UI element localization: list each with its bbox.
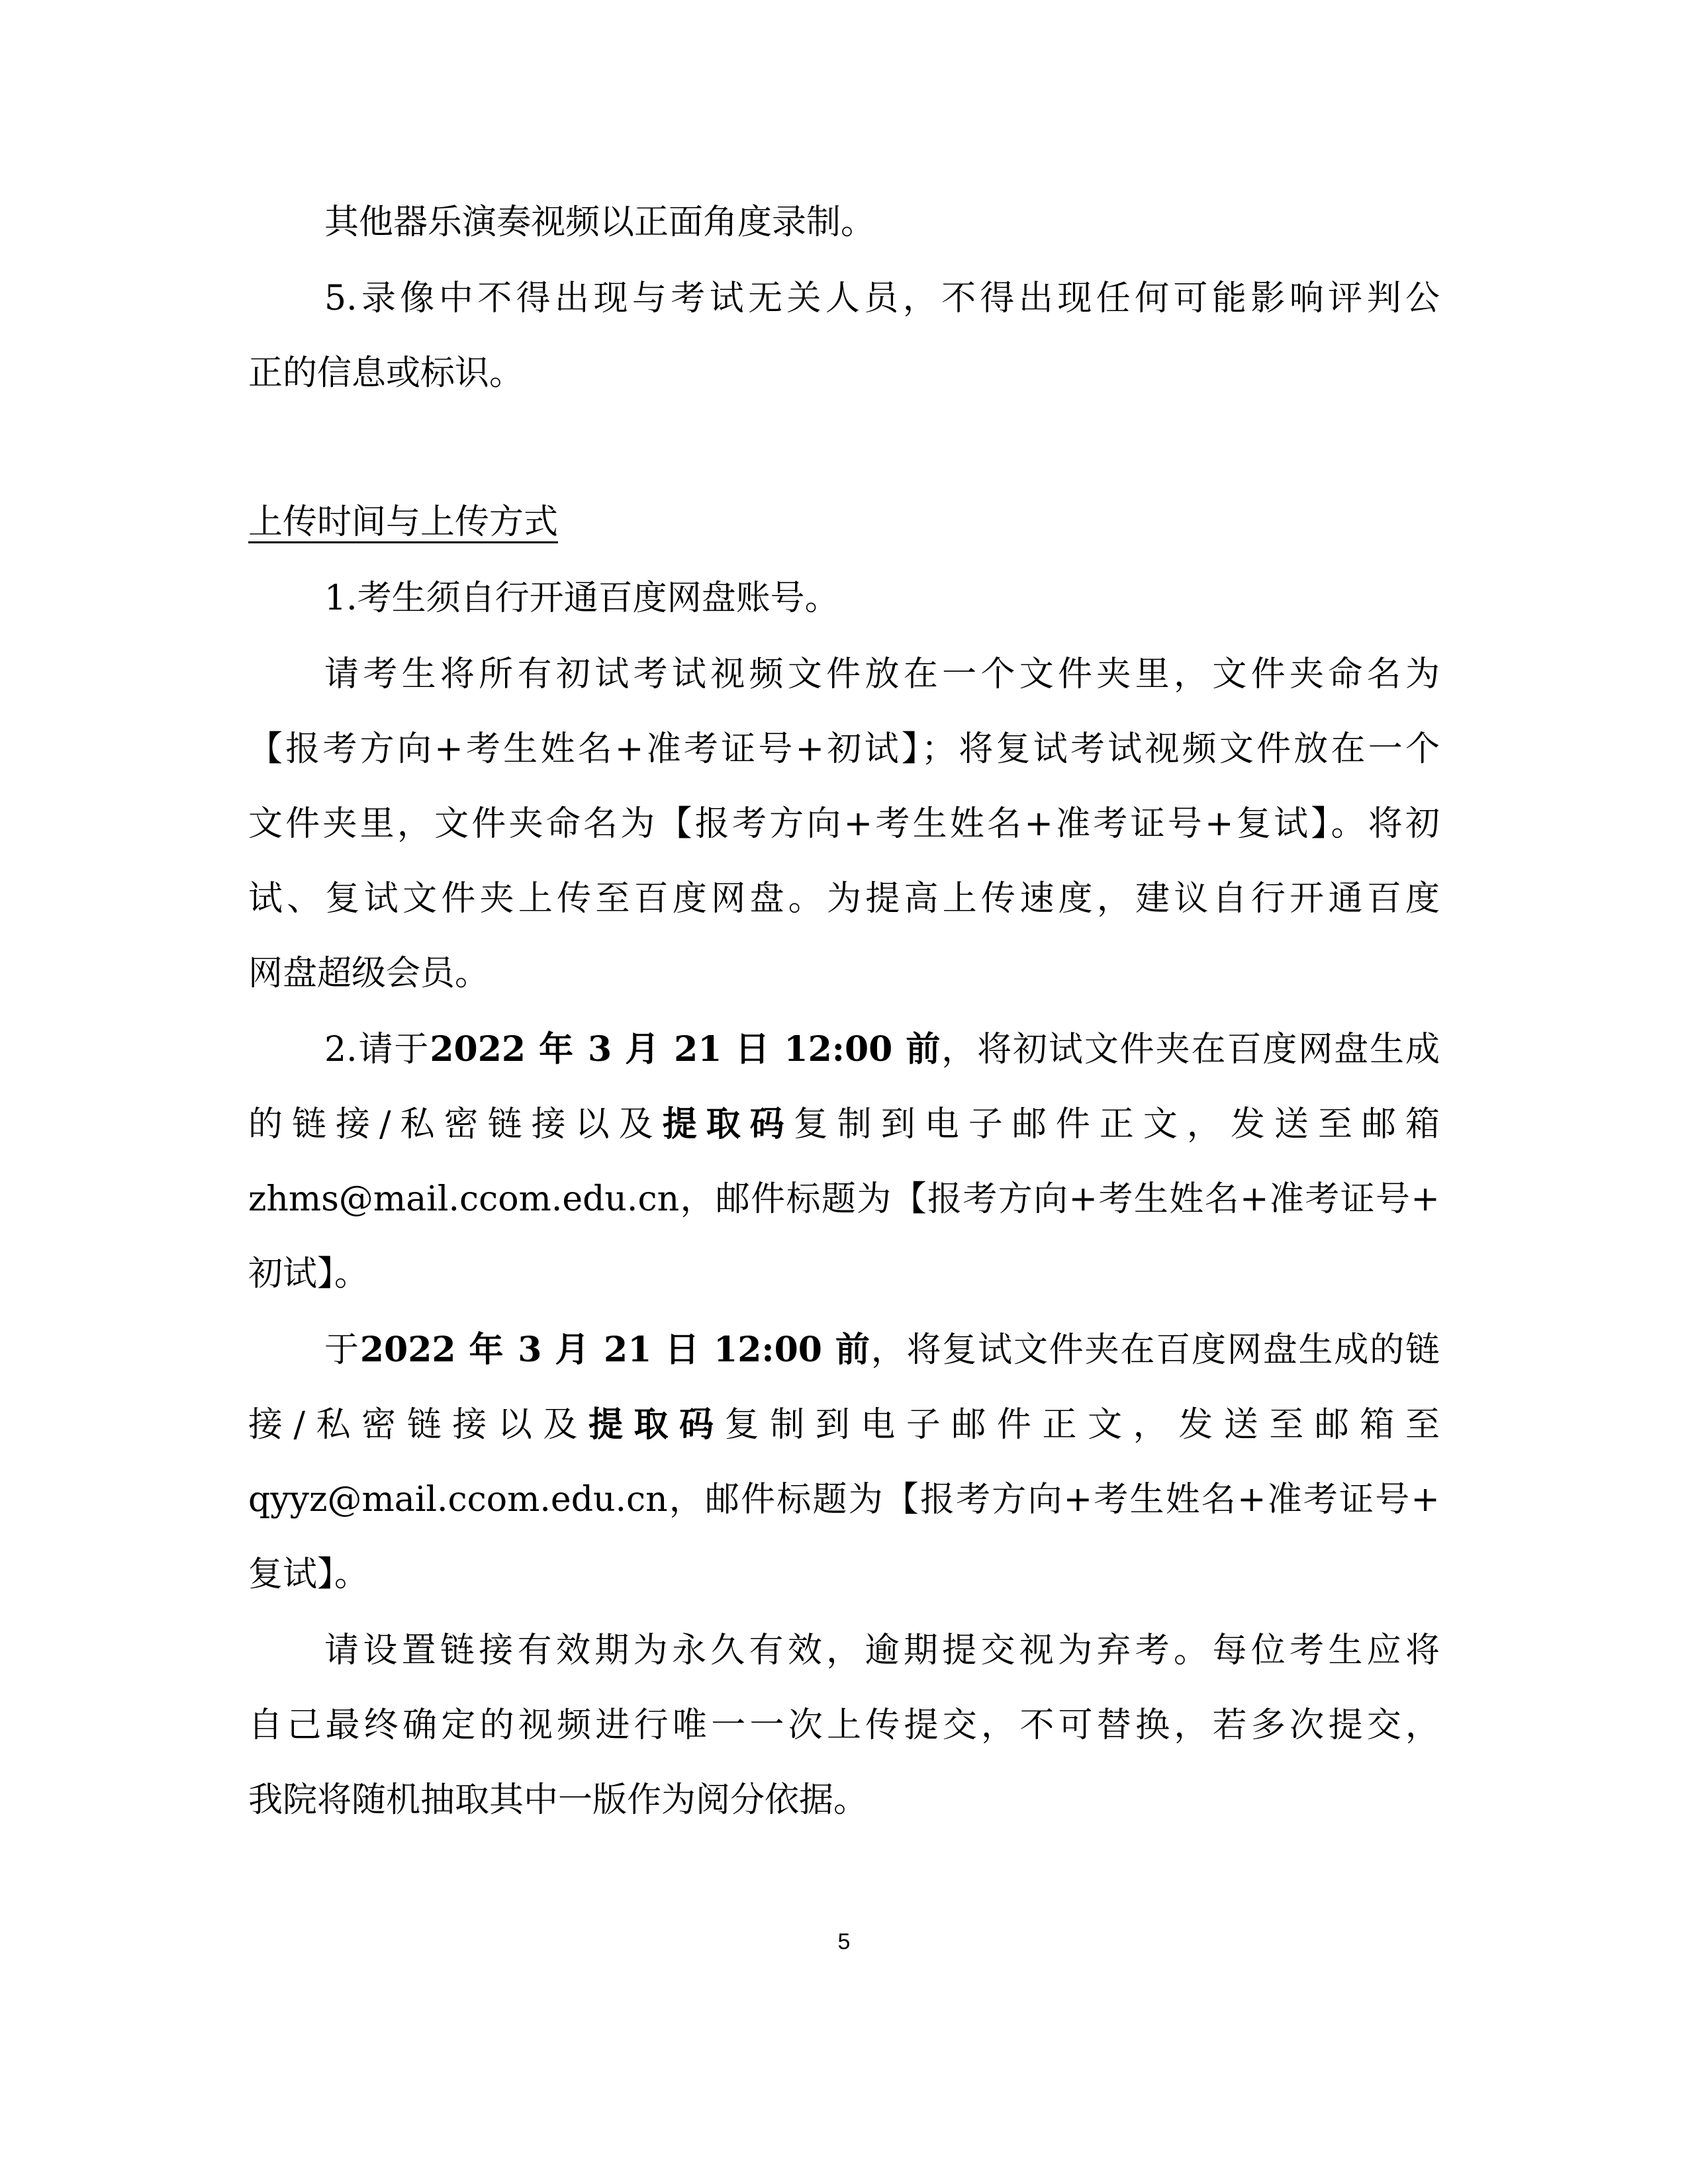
paragraph-line: 初试】。 [248,1254,369,1294]
paragraph-line: 【报考方向+考生姓名+准考证号+初试】；将复试考试视频文件放在一个 [248,729,1440,769]
text-run: 复制到电子邮件正文，发送至邮箱 [793,1105,1440,1144]
extraction-code-text: 提取码 [588,1404,725,1445]
deadline-text: 2022 年 3 月 21 日 12:00 前 [359,1330,871,1370]
text-run: 接/私密链接以及 [248,1405,588,1445]
text-run: 复制到电子邮件正文，发送至邮箱至 [724,1405,1440,1445]
paragraph-line [324,1026,1440,1073]
paragraph-line: 请考生将所有初试考试视频文件放在一个文件夹里，文件夹命名为 [324,655,1440,694]
paragraph-line [248,1401,1440,1449]
page-number: 5 [837,1929,851,1954]
email-line: qyyz@mail.ccom.edu.cn，邮件标题为【报考方向+考生姓名+准考证号+ [248,1480,1440,1520]
text-run: 于 [324,1330,360,1370]
email-line: zhms@mail.ccom.edu.cn，邮件标题为【报考方向+考生姓名+准考证号+ [248,1179,1440,1219]
paragraph-line: 试、复试文件夹上传至百度网盘。为提高上传速度，建议自行开通百度 [248,879,1440,919]
paragraph-line: 1.考生须自行开通百度网盘账号。 [324,578,839,618]
paragraph-line: 请设置链接有效期为永久有效，逾期提交视为弃考。每位考生应将 [324,1631,1440,1670]
text-run: 2.请于 [324,1030,430,1069]
paragraph-line: 其他器乐演奏视频以正面角度录制。 [324,203,876,242]
paragraph-line: 5.录像中不得出现与考试无关人员，不得出现任何可能影响评判公 [324,279,1440,318]
paragraph-line: 自己最终确定的视频进行唯一一次上传提交，不可替换，若多次提交， [248,1706,1440,1745]
paragraph-line: 文件夹里，文件夹命名为【报考方向+考生姓名+准考证号+复试】。将初 [248,804,1440,844]
paragraph-line: 网盘超级会员。 [248,954,490,993]
text-run: 的链接/私密链接以及 [248,1105,663,1144]
extraction-code-text: 提取码 [662,1104,794,1144]
deadline-text: 2022 年 3 月 21 日 12:00 前 [430,1029,942,1069]
paragraph-line: 我院将随机抽取其中一版作为阅分依据。 [248,1780,868,1820]
section-heading: 上传时间与上传方式 [248,502,559,542]
paragraph-line [324,1326,1440,1374]
paragraph-line: 复试】。 [248,1555,369,1594]
text-run: ，将初试文件夹在百度网盘生成 [941,1030,1440,1069]
paragraph-line [248,1101,1440,1148]
paragraph-line: 正的信息或标识。 [248,353,524,393]
text-run: ，将复试文件夹在百度网盘生成的链 [870,1330,1440,1370]
